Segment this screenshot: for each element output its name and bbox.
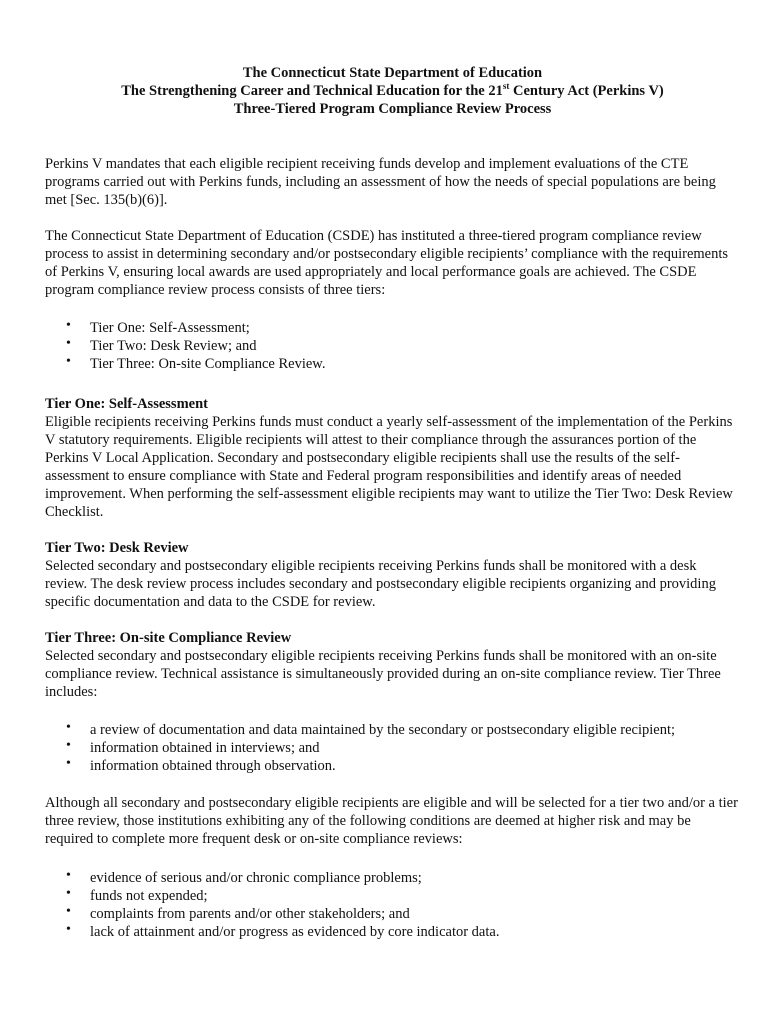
tier-one-body: Eligible recipients receiving Perkins funds must conduct a yearly self-assessment of the implementation of the Perkins V statutory requirements. Eligible recipients will attest to their compliance through the assurances portion of the Perkins V Local Application. Secondary and postsecondary eligible recipients shall use the results of the self-assessment to ensure compliance with State and Federal program responsibilities and identify areas of needed improvement. When performing the self-assessment eligible recipients may want to utilize the Tier Two: Desk Review Checklist. [45, 414, 733, 520]
header-agency: The Connecticut State Department of Education [242, 65, 543, 81]
list-item: • evidence of serious and/or chronic compliance problems; [66, 868, 422, 886]
bullet-icon: • [66, 318, 71, 333]
bullet-icon: • [66, 868, 71, 883]
header-act-title-superscript: st [502, 81, 510, 92]
list-item: • Tier One: Self-Assessment; [66, 318, 250, 336]
list-item: • Tier Two: Desk Review; and [66, 336, 257, 354]
bullet-icon: • [66, 720, 71, 735]
bullet-icon: • [66, 904, 71, 919]
tier-two-heading: Tier Two: Desk Review [45, 540, 189, 556]
bullet-icon: • [66, 922, 71, 937]
intro-paragraph-mandate: Perkins V mandates that each eligible recipient receiving funds develop and implement evaluations of the CTE programs carried out with Perkins funds, including an assessment of how the needs of special populations are being met [Sec. 135(b)(6)]. [45, 156, 716, 208]
header-act-title-post: Century Act (Perkins V) [509, 83, 664, 99]
header-process-title: Three-Tiered Program Compliance Review Process [233, 101, 552, 117]
bullet-icon: • [66, 354, 71, 369]
list-item: • funds not expended; [66, 886, 208, 904]
tier-three-heading: Tier Three: On-site Compliance Review [45, 630, 292, 646]
risk-conditions-list [45, 869, 740, 941]
list-item: • information obtained through observation. [66, 756, 336, 774]
list-item: • Tier Three: On-site Compliance Review. [66, 354, 326, 372]
bullet-icon: • [66, 738, 71, 753]
tier-two-body: Selected secondary and postsecondary eligible recipients receiving Perkins funds shall be monitored with a desk review. The desk review process includes secondary and postsecondary eligible recipients organizing and providing specific documentation and data to the CSDE for review. [45, 558, 716, 610]
tier-one-heading: Tier One: Self-Assessment [45, 396, 208, 412]
header-act-title-pre: The Strengthening Career and Technical Education for the 21 [121, 83, 503, 99]
document-page [45, 64, 740, 941]
bullet-icon: • [66, 756, 71, 771]
bullet-icon: • [66, 336, 71, 351]
list-item: • complaints from parents and/or other stakeholders; and [66, 904, 410, 922]
tier-three-items-list [45, 721, 740, 775]
bullet-icon: • [66, 886, 71, 901]
tier-three-body: Selected secondary and postsecondary eligible recipients receiving Perkins funds shall be monitored with an on-site compliance review. Technical assistance is simultaneously provided during an on-site compliance review. Tier Three includes: [45, 648, 721, 700]
list-item: • information obtained in interviews; and [66, 738, 320, 756]
intro-paragraph-csde: The Connecticut State Department of Education (CSDE) has instituted a three-tiered program compliance review process to assist in determining secondary and/or postsecondary eligible recipients’ compliance with the requirements of Perkins V, ensuring local awards are used appropriately and local performance goals are achieved. The CSDE program compliance review process consists of three tiers: [45, 228, 729, 298]
risk-paragraph: Although all secondary and postsecondary eligible recipients are eligible and will be selected for a tier two and/or a tier three review, those institutions exhibiting any of the following conditions are deemed at higher risk and may be required to complete more frequent desk or on-site compliance reviews: [45, 795, 738, 847]
document-header [45, 64, 740, 118]
list-item: • lack of attainment and/or progress as evidenced by core indicator data. [66, 922, 500, 940]
header-act-title [45, 82, 740, 100]
tiers-list [45, 319, 740, 373]
list-item: • a review of documentation and data maintained by the secondary or postsecondary eligible recipient; [66, 720, 676, 738]
